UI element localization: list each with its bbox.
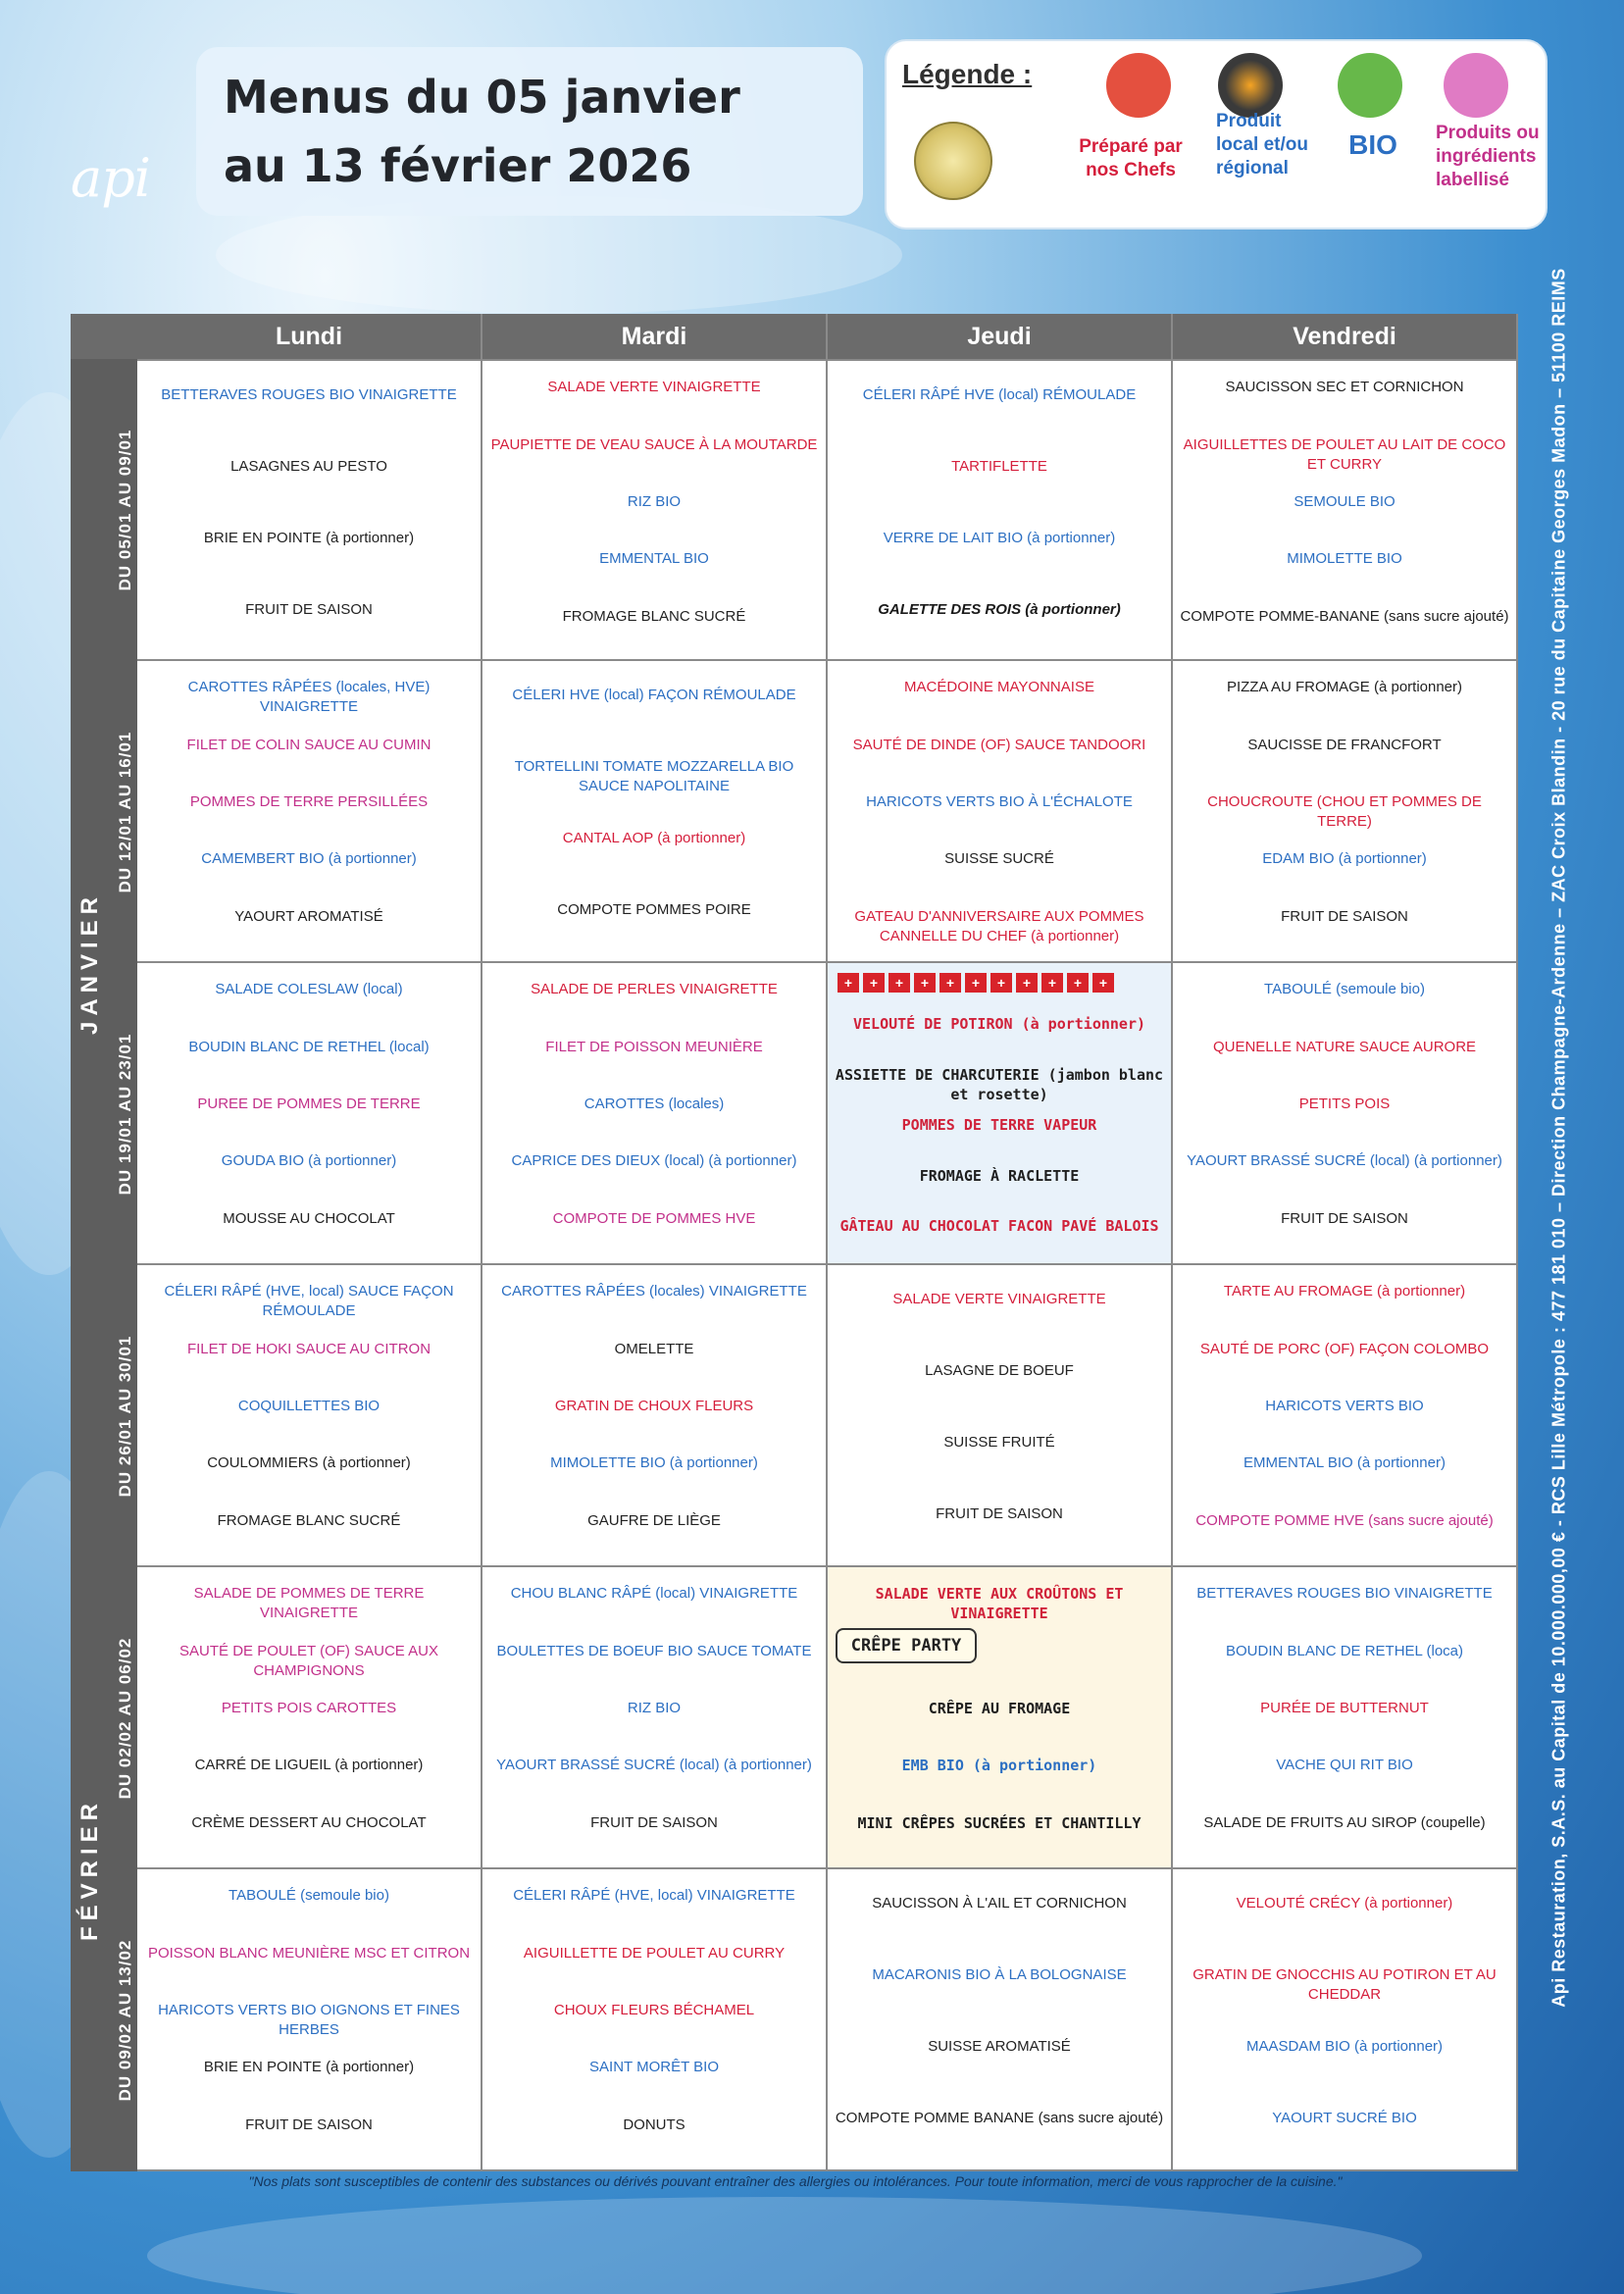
menu-item: GÂTEAU AU CHOCOLAT FACON PAVÉ BALOIS: [839, 1217, 1159, 1236]
menu-item: HARICOTS VERTS BIO: [1265, 1398, 1424, 1414]
menu-item: FRUIT DE SAISON: [590, 1813, 718, 1831]
day-header: Vendredi: [1173, 314, 1518, 359]
menu-item: COMPOTE POMME HVE (sans sucre ajouté): [1195, 1511, 1494, 1529]
allergen-notice: "Nos plats sont susceptibles de contenir des substances ou dérivés pouvant entraîner des allergies ou intolérances. Pour toute information, merci de vous rapprocher de la cuisine.": [248, 2173, 1343, 2189]
menu-cell: [137, 963, 482, 1265]
menu-item: COQUILLETTES BIO: [237, 1398, 381, 1414]
menu-item: CAROTTES RÂPÉES (locales, HVE) VINAIGRETTE: [187, 679, 431, 716]
menu-item: GATEAU D'ANNIVERSAIRE AUX POMMES CANNELLE DU CHEF (à portionner): [854, 907, 1144, 944]
menu-item: SUISSE AROMATISÉ: [928, 2037, 1071, 2055]
menu-item: CHOU BLANC RÂPÉ (local) VINAIGRETTE: [510, 1585, 798, 1603]
menu-item: OMELETTE: [614, 1340, 694, 1357]
menu-cell: [482, 1265, 828, 1567]
menu-item: TABOULÉ (semoule bio): [1264, 981, 1425, 998]
menu-item: PAUPIETTE DE VEAU SAUCE À LA MOUTARDE: [490, 435, 818, 453]
menu-item: FRUIT DE SAISON: [1281, 907, 1408, 925]
menu-item: CARRÉ DE LIGUEIL (à portionner): [194, 1757, 424, 1774]
menu-item: FRUIT DE SAISON: [1281, 1209, 1408, 1227]
frost-decoration: [147, 2197, 1422, 2294]
menu-item: FROMAGE BLANC SUCRÉ: [217, 1511, 401, 1529]
menu-item: VERRE DE LAIT BIO (à portionner): [883, 529, 1116, 546]
menu-item: CAROTTES RÂPÉES (locales) VINAIGRETTE: [501, 1283, 807, 1300]
week-label: [112, 1265, 139, 1567]
menu-item: FRUIT DE SAISON: [936, 1504, 1063, 1522]
page-title-line2: au 13 février 2026: [224, 139, 692, 192]
menu-item: MOUSSE AU CHOCOLAT: [223, 1209, 395, 1227]
menu-item: CAMEMBERT BIO (à portionner): [201, 850, 417, 868]
menu-cell: [482, 1567, 828, 1869]
menu-item: FILET DE COLIN SAUCE AU CUMIN: [186, 736, 431, 753]
menu-item: SAUCISSON À L'AIL ET CORNICHON: [872, 1894, 1127, 1912]
menu-cell: [482, 1869, 828, 2171]
menu-item: SUISSE SUCRÉ: [944, 850, 1054, 868]
menu-item: PURÉE DE BUTTERNUT: [1260, 1700, 1429, 1716]
swiss-flag-icon: +: [990, 973, 1012, 993]
menu-item: CRÊPE AU FROMAGE: [928, 1700, 1071, 1717]
week-label-text: DU 19/01 AU 23/01: [116, 1033, 134, 1196]
menu-item: SAINT MORÊT BIO: [589, 2059, 719, 2076]
swiss-flag-icon: +: [965, 973, 987, 993]
menu-item: DONUTS: [623, 2116, 685, 2133]
menu-item: GRATIN DE GNOCCHIS AU POTIRON ET AU CHEDDAR: [1193, 1965, 1497, 2003]
menu-cell: [1173, 661, 1518, 963]
menu-item: FILET DE HOKI SAUCE AU CITRON: [186, 1340, 431, 1357]
local-product-icon: [1218, 53, 1283, 118]
menu-item: AIGUILLETTE DE POULET AU CURRY: [523, 1944, 786, 1962]
menu-item: CHOUX FLEURS BÉCHAMEL: [553, 2002, 755, 2018]
menu-grid: [71, 314, 1520, 2197]
menu-item: SALADE COLESLAW (local): [215, 981, 403, 998]
menu-item: MINI CRÊPES SUCRÉES ET CHANTILLY: [857, 1813, 1142, 1832]
menu-cell: [482, 963, 828, 1265]
menu-item: SAUTÉ DE PORC (OF) FAÇON COLOMBO: [1199, 1340, 1490, 1357]
month-text: FÉVRIER: [76, 1797, 103, 1942]
legend-chefs: Préparé par nos Chefs: [1079, 136, 1183, 180]
menu-item: PETITS POIS: [1298, 1096, 1391, 1112]
menu-item: SAUTÉ DE POULET (OF) SAUCE AUX CHAMPIGNONS: [179, 1642, 438, 1679]
menu-item: CÉLERI RÂPÉ HVE (local) RÉMOULADE: [862, 385, 1137, 403]
month-label: [71, 359, 110, 1567]
menu-item: BOUDIN BLANC DE RETHEL (loca): [1226, 1642, 1463, 1659]
seal-icon: [914, 122, 992, 200]
week-label-text: DU 26/01 AU 30/01: [116, 1335, 134, 1498]
menu-cell: [137, 1567, 482, 1869]
menu-item: COMPOTE DE POMMES HVE: [552, 1209, 756, 1227]
menu-item: GRATIN DE CHOUX FLEURS: [554, 1398, 754, 1414]
menu-item: EMB BIO (à portionner): [901, 1757, 1097, 1775]
chef-pot-icon: [1106, 53, 1171, 118]
menu-cell: [482, 359, 828, 661]
menu-item: SALADE DE FRUITS AU SIROP (coupelle): [1203, 1813, 1486, 1831]
menu-item: FRUIT DE SAISON: [245, 600, 373, 618]
month-text: JANVIER: [76, 891, 103, 1036]
menu-cell: [1173, 963, 1518, 1265]
menu-cell: [1173, 1265, 1518, 1567]
menu-item: LASAGNES AU PESTO: [230, 457, 387, 475]
menu-item: YAOURT BRASSÉ SUCRÉ (local) (à portionner): [1187, 1152, 1502, 1170]
menu-item: QUENELLE NATURE SAUCE AURORE: [1212, 1038, 1477, 1055]
menu-item: BRIE EN POINTE (à portionner): [203, 2059, 415, 2076]
legend-title: Légende :: [902, 59, 1033, 89]
menu-item: HARICOTS VERTS BIO OIGNONS ET FINES HERBES: [158, 2002, 460, 2038]
swiss-flag-icon: +: [1092, 973, 1114, 993]
title-box: [196, 47, 863, 216]
month-label: [71, 1567, 110, 2171]
swiss-flag-icon: +: [1041, 973, 1063, 993]
menu-cell: [1173, 359, 1518, 661]
menu-cell: [828, 1265, 1173, 1567]
week-label-text: DU 05/01 AU 09/01: [116, 429, 134, 591]
menu-item: PIZZA AU FROMAGE (à portionner): [1226, 679, 1463, 696]
menu-item: CHOUCROUTE (CHOU ET POMMES DE TERRE): [1207, 793, 1482, 830]
legend-local: Produit local et/ou régional: [1216, 111, 1308, 178]
legend-bio: BIO: [1348, 129, 1397, 160]
grid-corner: [71, 314, 137, 359]
company-info: Api Restauration, S.A.S. au Capital de 10.000.000,00 € - RCS Lille Métropole : 477 181 010 – Direction Champagne-Ardenne – ZAC Croix Blandin - 20 rue du Capitaine Georges Madon – 51100 REIMS: [1548, 268, 1569, 2008]
menu-item: EMMENTAL BIO: [599, 550, 709, 568]
menu-item: ASSIETTE DE CHARCUTERIE (jambon blanc et rosette): [835, 1065, 1164, 1103]
menu-item: YAOURT AROMATISÉ: [234, 907, 383, 925]
menu-item: GALETTE DES ROIS (à portionner): [878, 600, 1121, 618]
menu-cell: [828, 1869, 1173, 2171]
leaf-icon: [1338, 53, 1402, 118]
menu-item: AIGUILLETTES DE POULET AU LAIT DE COCO ET CURRY: [1183, 435, 1506, 473]
week-label: [112, 1869, 139, 2171]
menu-item: FROMAGE BLANC SUCRÉ: [562, 607, 746, 625]
menu-item: VELOUTÉ CRÉCY (à portionner): [1236, 1894, 1453, 1912]
menu-item: YAOURT BRASSÉ SUCRÉ (local) (à portionner): [496, 1757, 812, 1774]
menu-item: BOULETTES DE BOEUF BIO SAUCE TOMATE: [496, 1642, 812, 1659]
menu-cell: [137, 1869, 482, 2171]
menu-item: CÉLERI RÂPÉ (HVE, local) VINAIGRETTE: [513, 1887, 795, 1905]
legend-label: Produits ou ingrédients labellisé: [1436, 123, 1540, 190]
menu-item: FILET DE POISSON MEUNIÈRE: [545, 1038, 763, 1055]
menu-item: MIMOLETTE BIO: [1287, 550, 1402, 568]
menu-cell: [828, 1567, 1173, 1869]
menu-item: SEMOULE BIO: [1294, 493, 1396, 510]
menu-item: EMMENTAL BIO (à portionner): [1243, 1454, 1446, 1472]
menu-item: TARTE AU FROMAGE (à portionner): [1223, 1283, 1466, 1300]
menu-item: PUREE DE POMMES DE TERRE: [197, 1096, 421, 1112]
menu-item: SAUTÉ DE DINDE (OF) SAUCE TANDOORI: [852, 736, 1146, 753]
menu-item: COMPOTE POMME-BANANE (sans sucre ajouté): [1180, 607, 1509, 625]
menu-item: RIZ BIO: [627, 1700, 682, 1716]
menu-item: SAUCISSON SEC ET CORNICHON: [1225, 379, 1464, 396]
swiss-flag-icon: +: [914, 973, 936, 993]
menu-item: SALADE DE PERLES VINAIGRETTE: [531, 981, 778, 998]
menu-item: BETTERAVES ROUGES BIO VINAIGRETTE: [1196, 1585, 1493, 1603]
menu-item: MACÉDOINE MAYONNAISE: [904, 679, 1094, 696]
menu-item: POMMES DE TERRE VAPEUR: [901, 1116, 1097, 1135]
page-title-line1: Menus du 05 janvier: [224, 71, 740, 124]
day-header: Jeudi: [828, 314, 1173, 359]
menu-item: EDAM BIO (à portionner): [1262, 850, 1427, 868]
swiss-flag-icon: +: [888, 973, 910, 993]
menu-cell: [828, 661, 1173, 963]
week-label: [112, 661, 139, 963]
menu-item: POISSON BLANC MEUNIÈRE MSC ET CITRON: [147, 1944, 471, 1962]
menu-cell: [482, 661, 828, 963]
swiss-flag-icon: +: [863, 973, 885, 993]
menu-item: SAUCISSE DE FRANCFORT: [1247, 736, 1442, 753]
menu-item: RIZ BIO: [627, 493, 682, 510]
menu-item: YAOURT SUCRÉ BIO: [1272, 2109, 1417, 2126]
week-label: [112, 359, 139, 661]
swiss-flag-icon: +: [837, 973, 859, 993]
crepe-party-badge: CRÊPE PARTY: [836, 1628, 977, 1663]
menu-item: SALADE VERTE VINAIGRETTE: [892, 1290, 1106, 1307]
menu-item: TABOULÉ (semoule bio): [228, 1887, 389, 1905]
swiss-flags-banner: [836, 973, 1163, 996]
menu-item: HARICOTS VERTS BIO À L'ÉCHALOTE: [866, 793, 1133, 810]
menu-item: PETITS POIS CAROTTES: [221, 1700, 397, 1716]
day-header: Mardi: [482, 314, 828, 359]
menu-item: MIMOLETTE BIO (à portionner): [550, 1454, 758, 1472]
menu-item: CANTAL AOP (à portionner): [562, 829, 746, 846]
menu-item: COULOMMIERS (à portionner): [207, 1454, 411, 1472]
week-label-text: DU 12/01 AU 16/01: [116, 731, 134, 893]
menu-item: MACARONIS BIO À LA BOLOGNAISE: [872, 1965, 1127, 1983]
menu-item: SALADE DE POMMES DE TERRE VINAIGRETTE: [193, 1585, 425, 1622]
menu-item: CÉLERI RÂPÉ (HVE, local) SAUCE FAÇON RÉMOULADE: [164, 1283, 454, 1320]
menu-cell: [1173, 1869, 1518, 2171]
menu-item: SUISSE FRUITÉ: [943, 1433, 1055, 1451]
menu-item: VACHE QUI RIT BIO: [1276, 1757, 1413, 1774]
menu-cell: [1173, 1567, 1518, 1869]
menu-cell: [137, 1265, 482, 1567]
menu-item: CÉLERI HVE (local) FAÇON RÉMOULADE: [512, 686, 796, 703]
menu-cell: [137, 359, 482, 661]
menu-item: TORTELLINI TOMATE MOZZARELLA BIO SAUCE NAPOLITAINE: [514, 757, 794, 794]
week-label: [112, 963, 139, 1265]
menu-cell: [137, 661, 482, 963]
menu-item: GAUFRE DE LIÈGE: [587, 1511, 721, 1529]
menu-item: SALADE VERTE AUX CROÛTONS ET VINAIGRETTE: [875, 1585, 1124, 1623]
label-ribbon-icon: [1444, 53, 1508, 118]
menu-item: COMPOTE POMME BANANE (sans sucre ajouté): [835, 2109, 1164, 2126]
menu-item: COMPOTE POMMES POIRE: [557, 900, 751, 918]
api-logo: api: [71, 147, 151, 209]
menu-item: SALADE VERTE VINAIGRETTE: [547, 379, 761, 396]
menu-item: POMMES DE TERRE PERSILLÉES: [189, 793, 429, 810]
menu-item: CRÈME DESSERT AU CHOCOLAT: [191, 1813, 427, 1831]
week-label: [112, 1567, 139, 1869]
swiss-flag-icon: +: [1067, 973, 1089, 993]
menu-item: CAPRICE DES DIEUX (local) (à portionner): [511, 1152, 797, 1170]
menu-item: FROMAGE À RACLETTE: [919, 1166, 1080, 1185]
menu-item: TARTIFLETTE: [951, 457, 1047, 475]
legend: [885, 39, 1548, 229]
menu-item: MAASDAM BIO (à portionner): [1245, 2037, 1444, 2055]
menu-item: VELOUTÉ DE POTIRON (à portionner): [852, 1015, 1145, 1033]
menu-item: FRUIT DE SAISON: [245, 2116, 373, 2133]
day-header: Lundi: [137, 314, 482, 359]
menu-cell: [828, 963, 1173, 1265]
menu-item: BETTERAVES ROUGES BIO VINAIGRETTE: [161, 385, 457, 403]
menu-item: BRIE EN POINTE (à portionner): [203, 529, 415, 546]
swiss-flag-icon: +: [1016, 973, 1038, 993]
menu-cell: [828, 359, 1173, 661]
week-label-text: DU 09/02 AU 13/02: [116, 1939, 134, 2102]
menu-item: CAROTTES (locales): [584, 1096, 725, 1112]
swiss-flag-icon: +: [939, 973, 961, 993]
week-label-text: DU 02/02 AU 06/02: [116, 1637, 134, 1800]
menu-item: LASAGNE DE BOEUF: [925, 1361, 1074, 1379]
menu-item: GOUDA BIO (à portionner): [221, 1152, 397, 1170]
menu-item: BOUDIN BLANC DE RETHEL (local): [188, 1038, 430, 1055]
